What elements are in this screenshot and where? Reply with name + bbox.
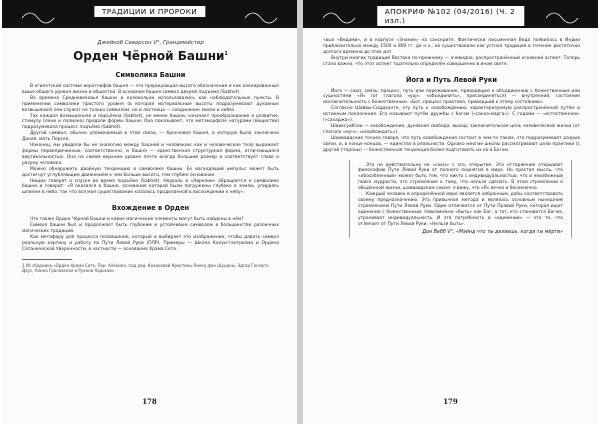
paragraph: Символ башни был и продолжает быть глубоким и устойчивым символом в большинстве различных магических традиций. <box>22 223 279 235</box>
quote-block <box>349 160 572 239</box>
quote-paragraph: Это не действительно не «союз» с эго, открытие. Это отторжение открывает философию Пути Левой Руки от полного поднятия в мире. Но простая мысль, что «обособленный» может быть тем, что никто с индивидуальностью, что и неизбежный поиск мудрости, это стремление к тому, что нельзя сделать. В этом стремлении к обыденной жизни, шаиваидском союзе: я вижу, что «Я» вечно и бесконечно. <box>358 162 563 192</box>
article-title-text: Орден Чёрной Башни <box>73 49 225 63</box>
paragraph: Во времена Средневековья башни и колокольни использовались как наблюдательные пункты. В применении символики простого уровня (в которой материальные высоты подразумевают духовные возвышения) они служат не только символом, но и лестница — соединение земли и небес. <box>22 95 279 113</box>
article-author: Джейкоб Северсон V°, Грандмейстер <box>97 40 204 46</box>
quote-signature: Дон Вебб V°, «Мэйнд что ты делаешь, когда ты мёртв» <box>422 230 563 236</box>
footnote-marker: 1 <box>224 51 228 57</box>
paragraph: «вых «Ведами», и в корпусе «Знание» на санскрите. Фактически письменная Веда появилась в Индии приблизительно между 1500 и 800 гг. до н.э., но существовали как устная традиция в течение достаточно долгого времени до этих дат. <box>323 38 580 55</box>
page-number: 179 <box>443 397 458 406</box>
paragraph: В египетской системе иероглифов башня — это прорицающая высота обозначения и как изолированные выше общего уровня жизни и общества. В основном башня символ дверей подъема (Sabhet). <box>22 84 279 95</box>
paragraph: Внутри многих традиций Востока по-прежнему — очевидно, распространённый основной аспект. Теперь стало важно, что этот аспект тщательно определён совершенно в ином свете. <box>323 55 580 67</box>
paragraph: Йога — союз, связь; процесс, путь или переживание, приводящее к объединению с божественным или сущностями «Я» (от глагола «yuj», «объединить», присоединяться) — внутренний, состояние исключительность с божественным. «Бог, процесс практика, приведший к этому состоянию». <box>323 88 580 106</box>
paragraph: Можно обнаружить двойную тенденцию в символике башни. Ее восходящий импульс может быть достигнут углубляющим движением к чем больше высота, тем глубже основание. <box>22 166 279 178</box>
paragraph: Что также Орден Чёрной Башни и какие магические элементы могут быть найдены в нём? <box>30 217 244 223</box>
page-number: 178 <box>142 397 157 406</box>
right-content <box>323 38 580 238</box>
article-title <box>22 49 279 63</box>
paragraph: Так каждая возвышенная и подъёмна (Sabhet), не менее башни, означает преобразование и развитие, стимулу (лени и лолиона) продали формы башни. Она показывает, что метаморфозе натурами (веществе) подразумевала процесс подъёма (Sabhet). <box>22 113 279 131</box>
paragraph: Другой символ, обычно упоминаемый в этой связи, — бронзовая башня, в которую была заключена Даная, мать Персея. <box>22 131 279 143</box>
right-page <box>303 0 598 424</box>
quote-paragraph: Каждый человек в определённой мере является избранным, дабы соответствовать своему предназначению. Эта привычная метода и являлась основным нынешним стремлением Пути Левой Руки. Один отличается от Пути Правой Руки, которая ищет единения с божественным. Невозможно «быть» как Бог, а тот, кто становится Богом, утрачивает индивидуальность. И эта потребность в «единении» — это то, что отличает от Пути Левой Руки. «Нельзя быть». <box>358 192 563 227</box>
running-header: АПОКРИФ №102 (04/2016) (Ч. 2 изл.) <box>377 6 525 26</box>
section-heading-tower-symbolism: Символика Башни <box>115 71 186 79</box>
running-header: ТРАДИЦИИ И ПРОРОКИ <box>94 6 205 17</box>
section-heading-yoga-lhp: Йога и Путь Левой Руки <box>405 75 498 84</box>
section-heading-entering-order: Вхождение в Орден <box>111 204 190 213</box>
paragraph: Согласно Шайвы-Сиддханте, эту путь к освобождению, характеризуемую распространённой путём и истинным поклонения. Его называют путём дружбы с богом («сакха-марга»). С годами — «естественное» («сахаджа»). <box>323 106 580 124</box>
footnote: 1 Из сборника «Орден Храма Сета. Пер. Алёхина, под ред. Кохановой Кристины Ринку фон Шуцаны, Эдгар Гонзаго-Доус, Алина Грановская и Рухани Хорьков» <box>22 262 270 273</box>
paragraph: Как метафору для процесса посвящения, который и выбирает это изображение, чтобы давать символ реальную картину и работу по Пути Левой Руки (ПЛР). Примеры — Школа Калуи-тантризма и Ордена Сатанической Уверенности, в частности — основание Храма Сета. <box>22 234 279 252</box>
paragraph: Нищие говорят о спуске во время подъёма (Sabhet). Нерваль в «Аврелии» обращается к символике башни и говорит: «Я оказался в башне, основания которой были погружены глубоко в землю, упираясь шпилем в небо, так что вся моя существование казалось проделанной в восхождении к небу». <box>22 178 279 196</box>
paragraph: Наконец, мы увидели бы не аналогию между башней и человеком: как и человеческое тело выражает формы первопричинных, соответственно, и башня — единственная структурная форма, отличающаяся вертикальностью. Она на самом верхнем уровне почти всегда больший размер и соответствует главе и разуму человека. <box>22 143 279 166</box>
paragraph: Шаиваидские точнее говоря, что путь освобождения состоит в чем-то таком, что подразумевает разрыв связи, и, в конце концов, — единство в реальности. Однако многие школы рассматривают цели практики (с другой стороны) — божественная тенденция более подготовить их ко в Богом. <box>323 135 580 153</box>
left-page <box>2 0 297 424</box>
footnote-divider <box>22 259 72 260</box>
left-content <box>22 36 279 273</box>
paragraph: Шаиксуибсии — освобождение, духовная свобода, выход; заключительная цель человеческой жизни (от глагола «муч», «освобождать»). <box>323 123 580 135</box>
